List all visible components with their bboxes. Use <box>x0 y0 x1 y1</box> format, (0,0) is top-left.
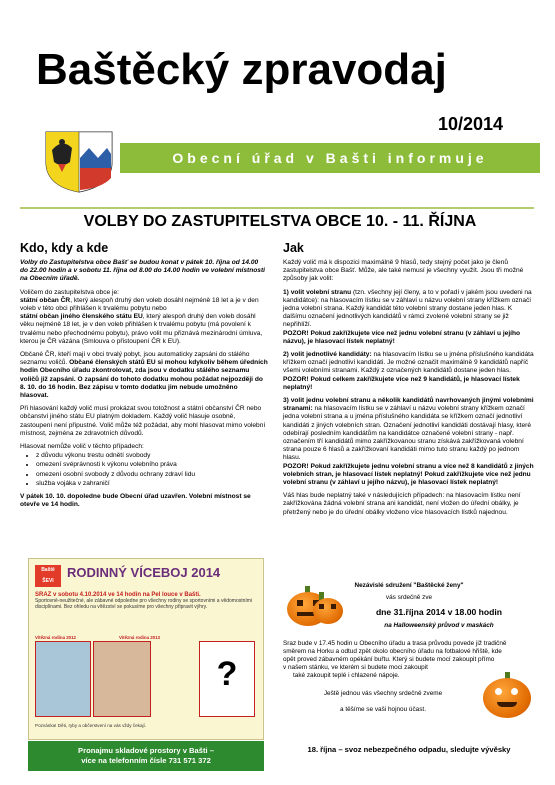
hazardous-waste-note: 18. října – svoz nebezpečného odpadu, sledujte vývěsky <box>307 745 511 754</box>
registry-bold: Občané členských států EU si mohou kdykoliv během úředních hodin Obecního úřadu zkontrolovat, zda jsou v dodatku stálého seznamu voličů již zapsáni. O zapsání do tohoto dodatku mohou požádat nejpozději do 8. 10. do 16 hodin. Bez zápisu v tomto dodatku jim nebude umožněno hlasovat. <box>20 359 268 400</box>
rental-ad <box>28 741 264 771</box>
voters-block <box>20 289 268 346</box>
invite-body-3: opět proved zábavném opékání buřtu. Který si budete mocí zakoupit přímo <box>283 656 495 663</box>
option-3-title: 3) volit jednu volební stranu a několik kandidátů navrhovaných jinými volebními stranami: <box>283 397 534 413</box>
list-item: • omezení svéprávnosti k výkonu volebního práva <box>36 461 268 469</box>
option-2-title: 2) volit jednotlivé kandidáty: <box>283 351 372 359</box>
header-divider <box>20 207 534 209</box>
list-item: • omezení osobní svobody z důvodu ochrany zdraví lidu <box>36 471 268 479</box>
option-3-text: na hlasovacím lístku se v záhlaví u názvu volební strany křížkem označí jedna volební strana a u jména příslušného kandidáta se křížkem označí jednotliví kandidáti z jiných volebních stran. Označení jednotliví kandidáti dostávají hlasy, které odebírají posledním kandidátům na kandidátce označené volební strany - např. označením tří kandidátů mimo zakřížkovanou stranu získává zakřížkovaná volební strana pouze 6 hlasů a zakřížkovaní kandidáti mimo tuto stranu každý po jednom hlasu. <box>283 405 532 462</box>
poster-title: RODINNÝ VÍCEBOJ 2014 <box>67 565 221 580</box>
list-item: • z důvodu výkonu trestu odnětí svobody <box>36 452 268 460</box>
winner-2012-label: Vítězná rodina 2012 <box>35 635 76 640</box>
poster-text <box>35 592 259 611</box>
identity-paragraph: Při hlasování každý volič musí prokázat svou totožnost a státní občanství ČR nebo občanství jiného státu EU platným dokladem. Každý volič hlasuje osobně, zastoupení není připustné. Volič může též požádat, aby mohl hlasovat mimo volební místnost, zejména ze zdravotních důvodů. <box>20 405 266 437</box>
winner-2013-label: Vítězná rodina 2013 <box>119 635 160 640</box>
poster-description: Sportovně-neužitečné, ale zábavné odpoledne pro všechny rodiny se sportovními a vědomostními disciplínami. Bez ohledu na vítězství se pokusíme pro všechny připravit výhry. <box>35 598 253 611</box>
votes-intro: Každý volič má k dispozici maximálně 9 hlasů, tedy stejný počet jako je členů zastupitelstva obce Bašť. Může, ale také nemusí je všechny využít. Jsou tři možné způsoby jak volit: <box>283 259 524 283</box>
invite-body-7: a těšíme se vaši hojnou účast. <box>340 706 426 713</box>
invite-date: dne 31.října 2014 v 18.00 hodin <box>375 607 503 617</box>
election-dates-intro: Volby do Zastupitelstva obce Bašť se budou konat v pátek 10. října od 14.00 do 22.00 hodin a v sobotu 11. října od 8.00 do 14.00 hodin ve volební místnosti na Obecním úřadě. <box>20 259 265 283</box>
invalid-vote-note: Váš hlas bude neplatný také v následujících případech: na hlasovacím lístku není zakřížkována žádná volební strana ani kandidát, není vložen do úřední obálky, je přetržený nebo je do úřední obálky vloženo více hlasovacích lístků najednou. <box>283 492 521 516</box>
poster-logo: Baště ŠEVI <box>35 565 61 587</box>
mystery-mark: ? <box>216 655 238 693</box>
option-1-text: (tzn. všechny její členy, a to v pořadí v jakém jsou uvedeni na kandidátce): na hlasovacím lístku se v záhlaví u názvu volební strany křížkem označí jedna volební strana. Každý kandidát této volební strany dostane jeden hlas. K dalšímu označení jednotlivých kandidátů v rámci zvolené volební strany se již nepřihlíží. <box>283 288 532 329</box>
winner-2012-photo <box>35 641 91 717</box>
halloween-invitation <box>283 580 535 738</box>
invite-body-5: také zakoupit teplé i chlazené nápoje. <box>293 672 400 679</box>
voter-cz-bold: státní občan ČR <box>20 296 71 304</box>
restrictions-list <box>36 452 268 488</box>
invite-body-6: Ještě jednou vás všechny srdečně zveme <box>323 690 443 697</box>
option-1-title: 1) volit volební stranu <box>283 288 352 296</box>
option-1-warning: POZOR! Pokud zakřížkujete více než jednu volební stranu (v záhlaví u jejího názvu), je hlasovací lístek neplatný! <box>283 329 521 345</box>
registry-paragraph <box>20 351 268 400</box>
invite-venue: na Halloweenský průvod v maskách <box>384 622 494 629</box>
voter-eu-text: , který alespoň druhý den voleb dosáhl věku nejméně 18 let, je v den voleb přihlášen k trvalému pobytu (má povolení k trvalému nebo přechodnému pobytu), právo volit mu přiznává mezinárodní úmluva, kterou je ČR vázána (Smlouva o přistoupení ČR k EU). <box>20 313 263 345</box>
registry-text: Občané ČR, kteří mají v obci trvalý pobyt, jsou automaticky zapsáni do stálého seznamu voličů. <box>20 351 250 367</box>
right-heading: Jak <box>283 241 304 255</box>
banner-strip: Obecní úřad v Bašti informuje <box>120 143 540 173</box>
option-1 <box>283 289 535 346</box>
voter-eu-bold: státní občan jiného členského státu EU <box>20 313 143 321</box>
poster-header <box>29 559 264 589</box>
left-heading: Kdo, kdy a kde <box>20 241 109 255</box>
family-contest-poster <box>28 558 264 740</box>
voter-cz-text: , který alespoň druhý den voleb dosáhl nejméně 18 let a je v den voleb v této obci přihlášen k trvalému pobytu nebo <box>20 296 259 313</box>
option-2-warning: POZOR! Pokud celkem zakřížkujete více než 9 kandidátů, je hlasovací lístek neplatný! <box>283 375 520 391</box>
option-2 <box>283 351 535 392</box>
left-column <box>20 241 268 514</box>
invite-lead: vás srdečně zve <box>385 594 433 601</box>
option-2-text: na hlasovacím lístku se u jména příslušného kandidáta křížkem označí jednotliví kandidáti. Je možné označit maximálně 9 kandidátů napříč všemi volebními stranami. Každý z označených kandidátů dostane jeden hlas. <box>283 351 534 375</box>
rental-line-1: Pronajmu skladové prostory v Bašti – <box>78 746 214 755</box>
invite-host: Nezávislé sdružení "Baštěcké ženy" <box>354 582 464 589</box>
office-closed-note: V pátek 10. 10. dopoledne bude Obecní úřad uzavřen. Volební místnost se otevře ve 14 hodin. <box>20 493 251 509</box>
invite-body-4: v našem stánku, ve kterém si budete moci zakoupit <box>283 664 428 671</box>
voters-title: Voličem do zastupitelstva obce je: <box>20 288 119 296</box>
poster-meeting-line: SRAZ v sobotu 4.10.2014 ve 14 hodin na Pel louce v Bašti. <box>35 592 201 598</box>
poster-footer: Pozvánka! Děti, ryby a občerstvení na vás vždy čekají. <box>35 723 147 728</box>
right-column <box>283 241 535 522</box>
restrictions-title: Hlasovat nemůže volič v těchto případech: <box>20 443 144 451</box>
option-3 <box>283 397 535 487</box>
issue-number: 10/2014 <box>438 114 504 134</box>
winner-2013-photo <box>93 641 151 717</box>
municipal-crest-icon <box>40 128 118 194</box>
invite-body-1: Sraz bude v 17.45 hodin u Obecního úřadu a trasa průvodu povede již tradičně <box>283 640 507 647</box>
main-headline: VOLBY DO ZASTUPITELSTVA OBCE 10. - 11. ŘÍJNA <box>83 213 477 230</box>
option-3-warning: POZOR! Pokud zakřížkujete jednu volební stranu a více než 8 kandidátů z jiných volebních stran, je hlasovací lístek neplatný! Pokud zakřížkujete více než jednu volební stranu (v záhlaví u jejího názvu), je hlasovací lístek neplatný! <box>283 462 534 487</box>
list-item: • služba vojáka v zahraničí <box>36 480 268 488</box>
masthead-title: Baštěcký zpravodaj <box>36 45 447 94</box>
rental-line-2: více na telefonním čísle 731 571 372 <box>81 756 211 765</box>
invite-body-2: směrem na Horku a odtud zpět okolo obecního úřadu na fotbalové hřiště, kde <box>283 648 502 655</box>
